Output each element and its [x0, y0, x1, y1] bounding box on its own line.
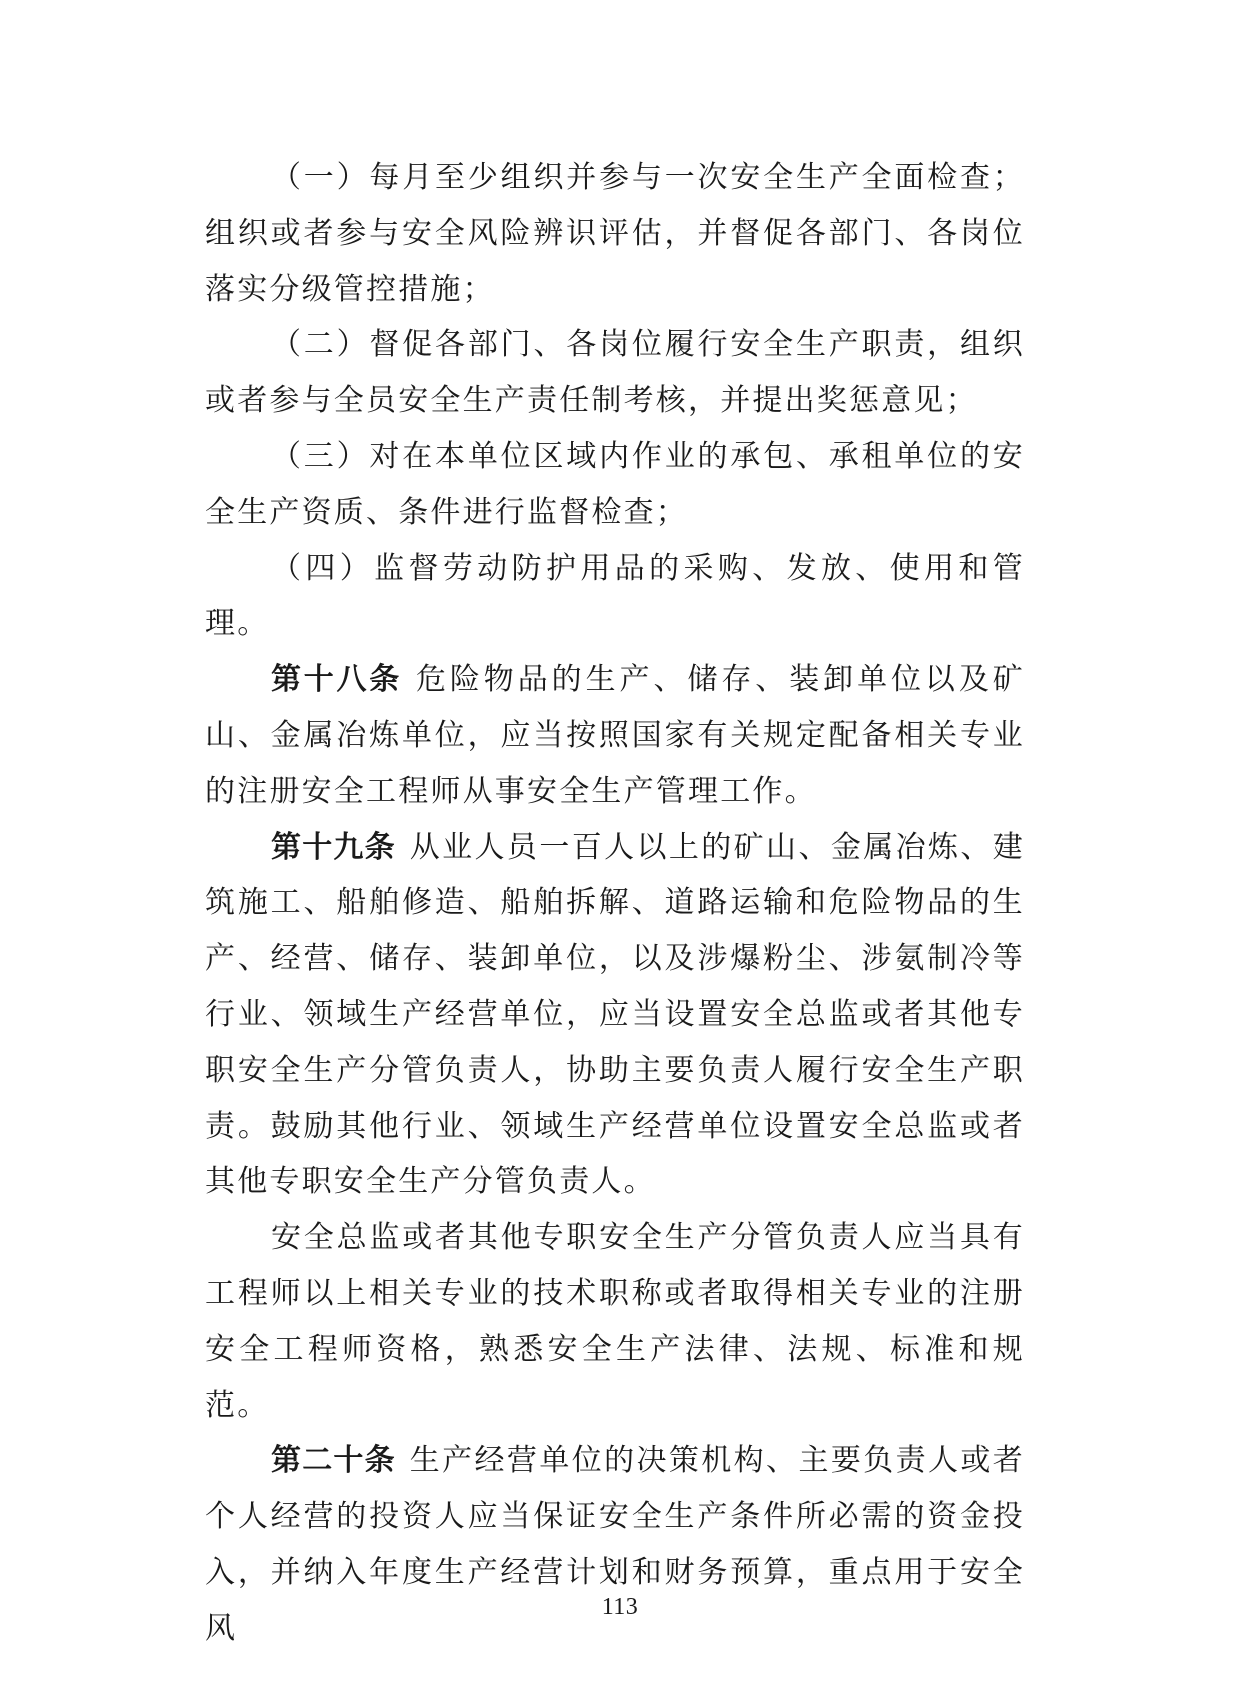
- article-19: [205, 820, 1025, 1211]
- paragraph-item-1: [205, 150, 1025, 317]
- paragraph-text: 从业人员一百人以上的矿山、金属冶炼、建筑施工、船舶修造、船舶拆解、道路运输和危险物品的生产、经营、储存、装卸单位，以及涉爆粉尘、涉氨制冷等行业、领域生产经营单位，应当设置安全总监或者其他专职安全生产分管负责人，协助主要负责人履行安全生产职责。鼓励其他行业、领域生产经营单位设置安全总监或者其他专职安全生产分管负责人。: [205, 829, 1025, 1200]
- page-number: 113: [601, 1594, 639, 1620]
- article-20: [205, 1433, 1025, 1656]
- paragraph-item-2: [205, 317, 1025, 429]
- article-label: 第十九条: [271, 829, 396, 865]
- paragraph-item-4: [205, 541, 1025, 653]
- article-19-para-2: [205, 1210, 1025, 1433]
- paragraph-text: （四）监督劳动防护用品的采购、发放、使用和管理。: [205, 550, 1025, 642]
- paragraph-item-3: [205, 429, 1025, 541]
- paragraph-text: （二）督促各部门、各岗位履行安全生产职责，组织或者参与全员安全生产责任制考核，并提出奖惩意见；: [205, 327, 1025, 419]
- paragraph-text: 生产经营单位的决策机构、主要负责人或者个人经营的投资人应当保证安全生产条件所必需的资金投入，并纳入年度生产经营计划和财务预算，重点用于安全风: [205, 1443, 1025, 1646]
- paragraph-text: （一）每月至少组织并参与一次安全生产全面检查；组织或者参与安全风险辨识评估，并督促各部门、各岗位落实分级管控措施；: [205, 160, 1025, 307]
- paragraph-text: 危险物品的生产、储存、装卸单位以及矿山、金属冶炼单位，应当按照国家有关规定配备相关专业的注册安全工程师从事安全生产管理工作。: [205, 662, 1025, 809]
- document-body: [205, 150, 1025, 1657]
- article-label: 第十八条: [271, 662, 402, 698]
- article-18: [205, 652, 1025, 819]
- paragraph-text: 安全总监或者其他专职安全生产分管负责人应当具有工程师以上相关专业的技术职称或者取得相关专业的注册安全工程师资格，熟悉安全生产法律、法规、标准和规范。: [205, 1220, 1025, 1423]
- paragraph-text: （三）对在本单位区域内作业的承包、承租单位的安全生产资质、条件进行监督检查；: [205, 438, 1025, 530]
- article-label: 第二十条: [271, 1443, 396, 1479]
